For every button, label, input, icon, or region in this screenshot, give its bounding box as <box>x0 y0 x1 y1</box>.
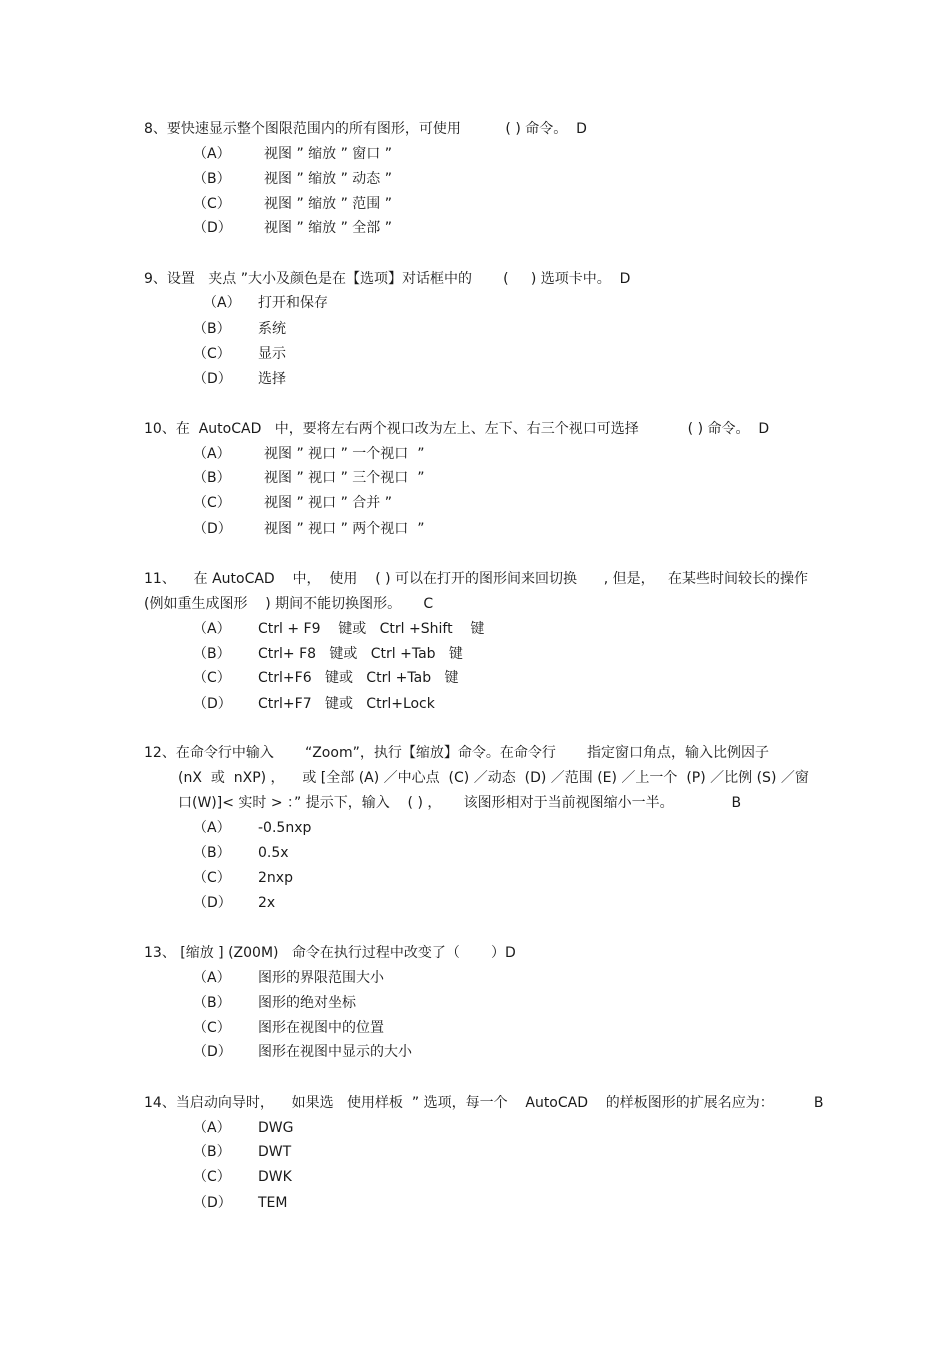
option-text-d: 选择 <box>258 371 286 387</box>
option-text-c: 视图 ” 视口 ” 合并 ” <box>264 495 393 511</box>
option-text-a: Ctrl + F9 键或 Ctrl +Shift 键 <box>258 621 485 637</box>
question-stem: 8、要快速显示整个图限范围内的所有图形，可使用 ( ) 命令。 D <box>144 121 587 137</box>
option-text-b: 0.5x <box>258 845 289 861</box>
option-text-a: 打开和保存 <box>258 295 328 311</box>
option-label-c: （C） <box>193 670 231 686</box>
option-label-c: （C） <box>193 1169 231 1185</box>
option-label-b: （B） <box>193 1144 231 1160</box>
question-stem-line-2: (nX 或 nXP) ， 或 [全部 (A) ／中心点 (C) ／动态 (D) ／范围 (E) ／上一个 (P) ／比例 (S) ／窗 <box>178 770 809 786</box>
option-text-b: 图形的绝对坐标 <box>258 995 356 1011</box>
option-label-a: （A） <box>193 621 231 637</box>
option-text-c: 视图 ” 缩放 ” 范围 ” <box>264 196 393 212</box>
option-text-c: DWK <box>258 1169 292 1185</box>
option-text-c: 图形在视图中的位置 <box>258 1020 384 1036</box>
option-label-d: （D） <box>193 521 232 537</box>
option-text-a: DWG <box>258 1120 294 1136</box>
question-stem: 10、在 AutoCAD 中，要将左右两个视口改为左上、左下、右三个视口可选择 ( ) 命令。 D <box>144 421 770 437</box>
option-label-a: （A） <box>193 820 231 836</box>
option-text-d: 2x <box>258 895 276 911</box>
option-label-c: （C） <box>193 196 231 212</box>
option-label-d: （D） <box>193 696 232 712</box>
option-label-d: （D） <box>193 371 232 387</box>
option-text-b: DWT <box>258 1144 292 1160</box>
option-label-c: （C） <box>193 495 231 511</box>
option-label-b: （B） <box>193 171 231 187</box>
option-label-d: （D） <box>193 1195 232 1211</box>
question-stem-line-2: (例如重生成图形 ) 期间不能切换图形。 C <box>144 596 434 612</box>
option-label-c: （C） <box>193 346 231 362</box>
option-text-d: TEM <box>258 1195 288 1211</box>
option-label-b: （B） <box>193 470 231 486</box>
option-text-a: -0.5nxp <box>258 820 312 836</box>
option-text-b: 视图 ” 视口 ” 三个视口 ” <box>264 470 425 486</box>
option-label-b: （B） <box>193 845 231 861</box>
option-label-d: （D） <box>193 1044 232 1060</box>
option-label-c: （C） <box>193 870 231 886</box>
option-text-d: Ctrl+F7 键或 Ctrl+Lock <box>258 696 435 712</box>
option-label-a: （A） <box>193 146 231 162</box>
question-stem: 13、 [缩放 ] (Z00M) 命令在执行过程中改变了（ ）D <box>144 945 516 961</box>
option-text-d: 图形在视图中显示的大小 <box>258 1044 412 1060</box>
option-text-c: Ctrl+F6 键或 Ctrl +Tab 键 <box>258 670 459 686</box>
option-label-d: （D） <box>193 895 232 911</box>
option-label-a: （A） <box>193 446 231 462</box>
option-label-d: （D） <box>193 220 232 236</box>
option-label-a: （A） <box>203 295 241 311</box>
option-text-b: 系统 <box>258 321 286 337</box>
option-text-d: 视图 ” 缩放 ” 全部 ” <box>264 220 393 236</box>
option-text-a: 视图 ” 视口 ” 一个视口 ” <box>264 446 425 462</box>
question-stem: 14、当启动向导时， 如果选 使用样板 ” 选项，每一个 AutoCAD 的样板图形的扩展名应为： B <box>144 1095 824 1111</box>
option-label-a: （A） <box>193 1120 231 1136</box>
option-label-a: （A） <box>193 970 231 986</box>
question-stem: 9、设置 夹点 ”大小及颜色是在【选项】对话框中的 ( ) 选项卡中。 D <box>144 271 631 287</box>
option-text-b: 视图 ” 缩放 ” 动态 ” <box>264 171 393 187</box>
option-label-b: （B） <box>193 995 231 1011</box>
option-text-c: 2nxp <box>258 870 293 886</box>
option-text-a: 视图 ” 缩放 ” 窗口 ” <box>264 146 393 162</box>
question-stem-line-3: 口(W)]< 实时 > ：” 提示下，输入 ( ) ， 该图形相对于当前视图缩小一半。 B <box>178 795 742 811</box>
option-text-d: 视图 ” 视口 ” 两个视口 ” <box>264 521 425 537</box>
option-text-c: 显示 <box>258 346 286 362</box>
option-label-b: （B） <box>193 646 231 662</box>
option-label-b: （B） <box>193 321 231 337</box>
question-stem-line-1: 12、在命令行中输入 “Zoom”，执行【缩放】命令。在命令行 指定窗口角点，输入比例因子 <box>144 745 769 761</box>
question-stem-line-1: 11、 在 AutoCAD 中， 使用 ( ) 可以在打开的图形间来回切换 , 但是， 在某些时间较长的操作 <box>144 571 808 587</box>
option-text-b: Ctrl+ F8 键或 Ctrl +Tab 键 <box>258 646 463 662</box>
option-text-a: 图形的界限范围大小 <box>258 970 384 986</box>
option-label-c: （C） <box>193 1020 231 1036</box>
